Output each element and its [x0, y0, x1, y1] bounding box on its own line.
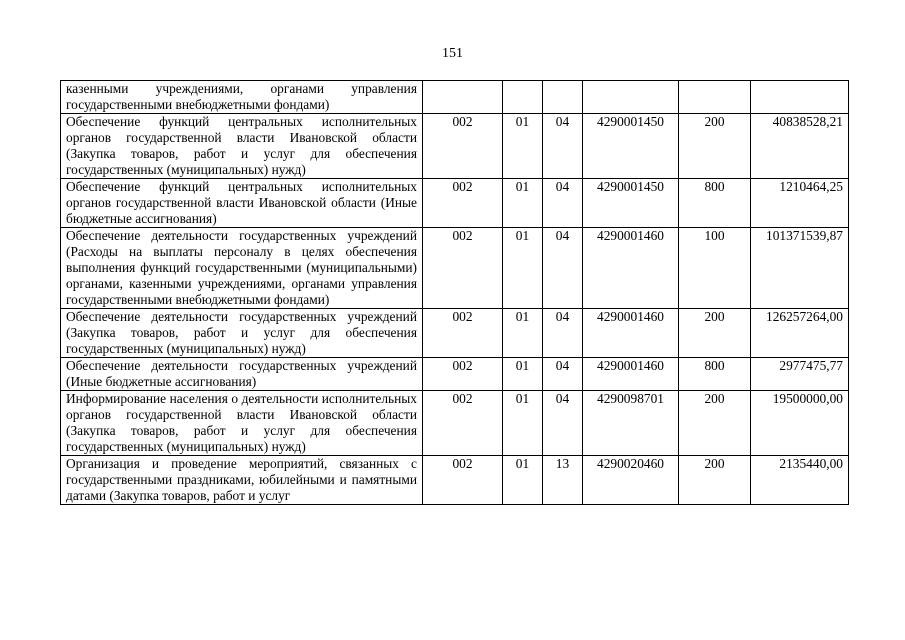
section-code: 01 [503, 391, 543, 456]
expense-type-code [679, 81, 751, 114]
expense-type-code: 200 [679, 309, 751, 358]
amount-value: 2135440,00 [751, 456, 849, 505]
budget-table [60, 80, 849, 505]
subsection-code: 04 [543, 309, 583, 358]
target-article-code: 4290020460 [583, 456, 679, 505]
amount-value: 126257264,00 [751, 309, 849, 358]
subsection-code: 13 [543, 456, 583, 505]
table-row [61, 309, 849, 358]
ministry-code: 002 [423, 228, 503, 309]
ministry-code: 002 [423, 309, 503, 358]
target-article-code: 4290001460 [583, 309, 679, 358]
row-description: казенными учреждениями, органами управления государственными внебюджетными фондами) [61, 81, 423, 114]
table-row [61, 391, 849, 456]
row-description: Информирование населения о деятельности исполнительных органов государственной власти Ивановской области (Закупка товаров, работ и услуг для обеспечения государственных (муниципальных) нужд) [61, 391, 423, 456]
row-description: Организация и проведение мероприятий, связанных с государственными праздниками, юбилейными и памятными датами (Закупка товаров, работ и услуг [61, 456, 423, 505]
amount-value: 40838528,21 [751, 114, 849, 179]
expense-type-code: 200 [679, 456, 751, 505]
row-description: Обеспечение функций центральных исполнительных органов государственной власти Ивановской области (Иные бюджетные ассигнования) [61, 179, 423, 228]
target-article-code: 4290098701 [583, 391, 679, 456]
row-description: Обеспечение деятельности государственных учреждений (Иные бюджетные ассигнования) [61, 358, 423, 391]
subsection-code [543, 81, 583, 114]
page-number: 151 [442, 46, 463, 61]
ministry-code: 002 [423, 391, 503, 456]
expense-type-code: 100 [679, 228, 751, 309]
amount-value: 101371539,87 [751, 228, 849, 309]
table-row [61, 81, 849, 114]
target-article-code: 4290001450 [583, 179, 679, 228]
amount-value: 2977475,77 [751, 358, 849, 391]
target-article-code: 4290001460 [583, 358, 679, 391]
amount-value [751, 81, 849, 114]
table-row [61, 358, 849, 391]
expense-type-code: 200 [679, 114, 751, 179]
expense-type-code: 800 [679, 358, 751, 391]
subsection-code: 04 [543, 391, 583, 456]
section-code: 01 [503, 228, 543, 309]
subsection-code: 04 [543, 228, 583, 309]
subsection-code: 04 [543, 179, 583, 228]
expense-type-code: 800 [679, 179, 751, 228]
row-description: Обеспечение функций центральных исполнительных органов государственной власти Ивановской области (Закупка товаров, работ и услуг для обеспечения государственных (муниципальных) нужд) [61, 114, 423, 179]
expense-type-code: 200 [679, 391, 751, 456]
table-row [61, 228, 849, 309]
section-code: 01 [503, 456, 543, 505]
amount-value: 19500000,00 [751, 391, 849, 456]
ministry-code: 002 [423, 114, 503, 179]
table-row [61, 114, 849, 179]
section-code: 01 [503, 309, 543, 358]
ministry-code: 002 [423, 358, 503, 391]
target-article-code [583, 81, 679, 114]
section-code: 01 [503, 114, 543, 179]
ministry-code: 002 [423, 456, 503, 505]
row-description: Обеспечение деятельности государственных учреждений (Закупка товаров, работ и услуг для обеспечения государственных (муниципальных) нужд) [61, 309, 423, 358]
subsection-code: 04 [543, 114, 583, 179]
target-article-code: 4290001460 [583, 228, 679, 309]
section-code [503, 81, 543, 114]
table-row [61, 179, 849, 228]
amount-value: 1210464,25 [751, 179, 849, 228]
table-row [61, 456, 849, 505]
row-description: Обеспечение деятельности государственных учреждений (Расходы на выплаты персоналу в целях обеспечения выполнения функций государственными (муниципальными) органами, казенными учреждениями, органами управления государственными внебюджетными фондами) [61, 228, 423, 309]
section-code: 01 [503, 179, 543, 228]
section-code: 01 [503, 358, 543, 391]
subsection-code: 04 [543, 358, 583, 391]
ministry-code [423, 81, 503, 114]
ministry-code: 002 [423, 179, 503, 228]
target-article-code: 4290001450 [583, 114, 679, 179]
